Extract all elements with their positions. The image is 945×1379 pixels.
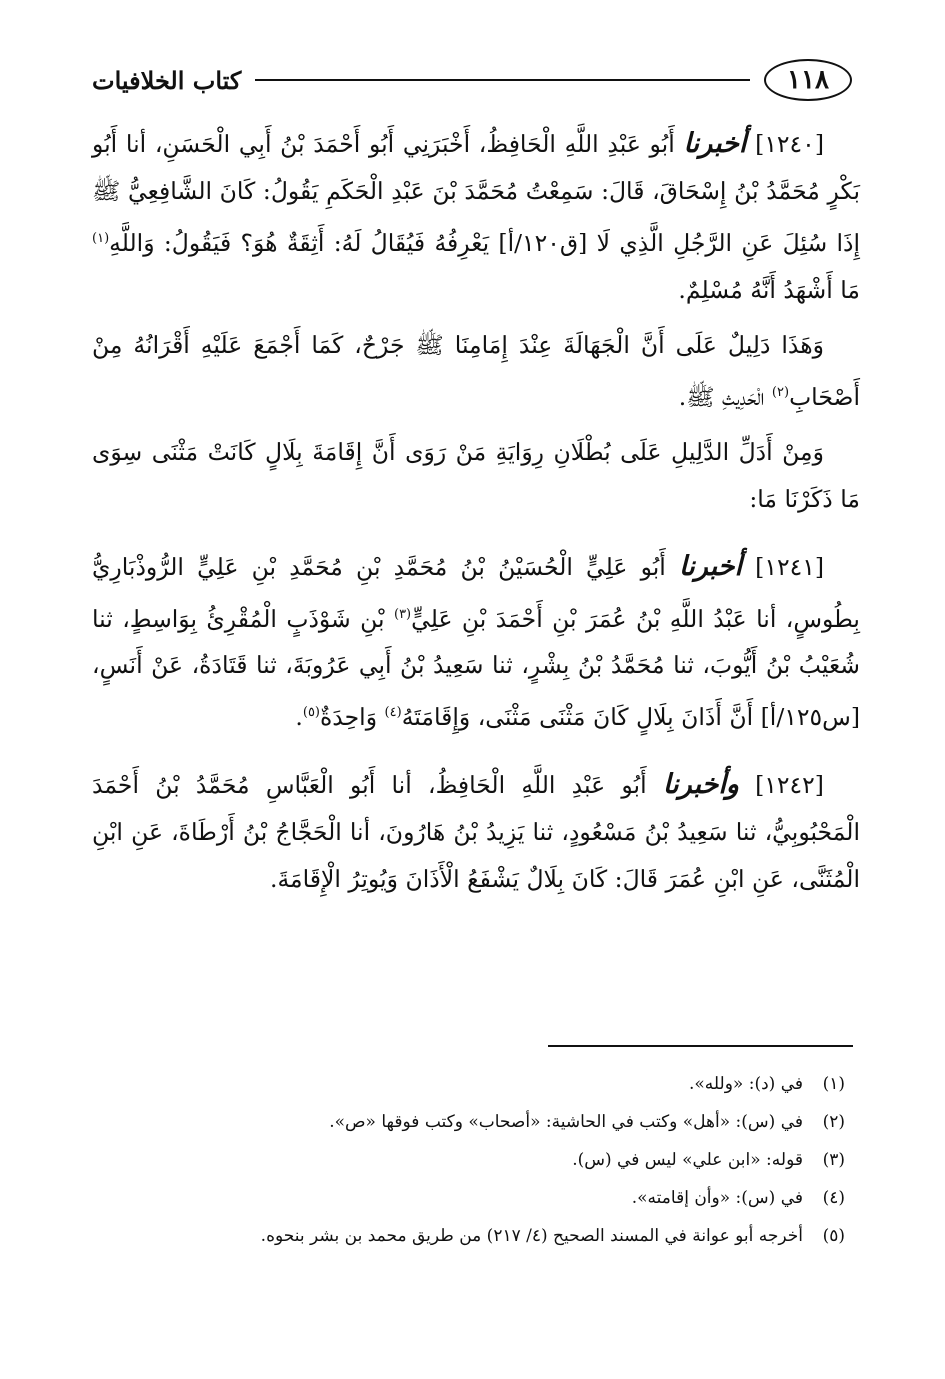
commentary-paragraph xyxy=(92,429,860,523)
header-rule xyxy=(255,79,750,81)
footnote-number: (٥) xyxy=(822,1226,845,1246)
hadith-1242 xyxy=(92,761,860,903)
footnote-number: (٤) xyxy=(822,1188,845,1208)
hadith-number: [١٢٤٢] xyxy=(755,771,824,800)
footnote-text: في (س): «وأن إقامته». xyxy=(631,1188,803,1208)
footnote-ref[interactable]: (١) xyxy=(92,231,110,246)
footnote-ref[interactable]: (٣) xyxy=(393,606,412,622)
commentary-text: الْحَدِيثِ ﷺ. xyxy=(678,382,765,411)
footnote-text: في (س): «أهل» وكتب في الحاشية: «أصحاب» وكتب فوقها «ص». xyxy=(329,1112,803,1132)
hadith-text: مَا أَشْهَدُ أَنَّهُ مُسْلِمٌ. xyxy=(678,275,860,304)
page-header xyxy=(92,58,852,102)
hadith-number: [١٢٤١] xyxy=(755,552,824,581)
footnote-separator xyxy=(548,1045,853,1047)
footnote-item xyxy=(85,1220,845,1252)
hadith-text: وَاحِدَةٌ xyxy=(320,703,378,732)
footnote-item xyxy=(85,1106,845,1138)
commentary-paragraph xyxy=(92,322,860,421)
narration-keyword: أخبرنا xyxy=(683,128,747,159)
hadith-text: أَبُو عَبْدِ اللَّهِ الْحَافِظُ، أَخْبَرَنِي أَبُو أَحْمَدَ بْنُ أَبِي الْحَسَنِ، أنا أَبُو بَكْرٍ مُحَمَّدُ بْنُ إِسْحَاقَ، قَالَ: سَمِعْتُ مُحَمَّدَ بْنَ عَبْدِ الْحَكَمِ يَقُولُ: كَانَ الشَّافِعِيُّ ﷺ إِذَا سُئِلَ عَنِ الرَّجُلِ الَّذِي لَا [ق١٢٠/أ] يَعْرِفُهُ فَيُقَالُ لَهُ: أَثِقَةٌ هُوَ؟ فَيَقُولُ: وَاللَّهِ xyxy=(92,130,860,257)
hadith-1241 xyxy=(92,543,860,742)
footnote-number: (٣) xyxy=(822,1150,845,1170)
narration-keyword: أخبرنا xyxy=(679,550,742,582)
footnote-number: (٢) xyxy=(822,1112,845,1132)
footnote-text: قوله: «ابن علي» ليس في (س). xyxy=(572,1150,803,1170)
hadith-text: . xyxy=(295,703,303,732)
footnote-ref[interactable]: (٤) xyxy=(384,705,402,721)
page-number: ١١٨ xyxy=(764,59,852,101)
footnote-number: (١) xyxy=(822,1074,845,1094)
main-text xyxy=(92,120,860,911)
hadith-number: [١٢٤٠] xyxy=(755,130,824,158)
footnote-text: في (د): «ولله». xyxy=(688,1074,803,1094)
commentary-text: وَمِنْ أَدَلِّ الدَّلِيلِ عَلَى بُطْلَانِ رِوَايَةِ مَنْ رَوَى أَنَّ إِقَامَةَ بِلَالٍ كَانَتْ مَثْنَى سِوَى مَا ذَكَرْنَا مَا: xyxy=(92,437,860,513)
hadith-text: بْنِ شَوْذَبٍ الْمُقْرِئُ بِوَاسِطٍ، ثنا شُعَيْبُ بْنُ أَيُّوبَ، ثنا مُحَمَّدُ بْنُ بِشْرٍ، ثنا سَعِيدُ بْنُ أَبِي عَرُوبَةَ، ثنا قَتَادَةُ، عَنْ أَنَسٍ، [س١٢٥/أ] أَنَّ أَذَانَ بِلَالٍ كَانَ مَثْنَى مَثْنَى، وَإِقَامَتَهُ xyxy=(92,604,860,732)
footnote-ref[interactable]: (٢) xyxy=(771,384,790,400)
footnote-text: أخرجه أبو عوانة في المسند الصحيح (٤/ ٢١٧) من طريق محمد بن بشر بنحوه. xyxy=(260,1226,803,1246)
footnotes xyxy=(85,1068,845,1258)
book-title: كتاب الخلافيات xyxy=(92,65,242,95)
narration-keyword: وأخبرنا xyxy=(662,769,739,801)
footnote-item xyxy=(85,1182,845,1214)
footnote-ref[interactable]: (٥) xyxy=(302,705,320,721)
footnote-item xyxy=(85,1144,845,1176)
hadith-1240 xyxy=(92,120,860,314)
commentary-text: وَهَذَا دَلِيلٌ عَلَى أَنَّ الْجَهَالَةَ عِنْدَ إِمَامِنَا ﷺ جَرْحٌ، كَمَا أَجْمَعَ عَلَيْهِ أَقْرَانُهُ مِنْ أَصْحَابِ xyxy=(92,330,860,411)
hadith-text: أَبُو عَلِيٍّ الْحُسَيْنُ بْنُ مُحَمَّدِ بْنِ مُحَمَّدِ بْنِ عَلِيٍّ الرُّوذْبَارِيُّ بِطُوسٍ، أنا عَبْدُ اللَّهِ بْنُ عُمَرَ بْنِ أَحْمَدَ بْنِ عَلِيٍّ xyxy=(92,552,860,633)
footnote-item xyxy=(85,1068,845,1100)
hadith-text: أَبُو عَبْدِ اللَّهِ الْحَافِظُ، أنا أَبُو الْعَبَّاسِ مُحَمَّدُ بْنُ أَحْمَدَ الْمَحْبُوبِيُّ، ثنا سَعِيدُ بْنُ مَسْعُودٍ، ثنا يَزِيدُ بْنُ هَارُونَ، أنا الْحَجَّاجُ بْنُ أَرْطَاةَ، عَنِ ابْنِ الْمُثَنَّى، عَنِ ابْنِ عُمَرَ قَالَ: كَانَ بِلَالٌ يَشْفَعُ الْأَذَانَ وَيُوتِرُ الْإِقَامَةَ. xyxy=(92,771,860,894)
